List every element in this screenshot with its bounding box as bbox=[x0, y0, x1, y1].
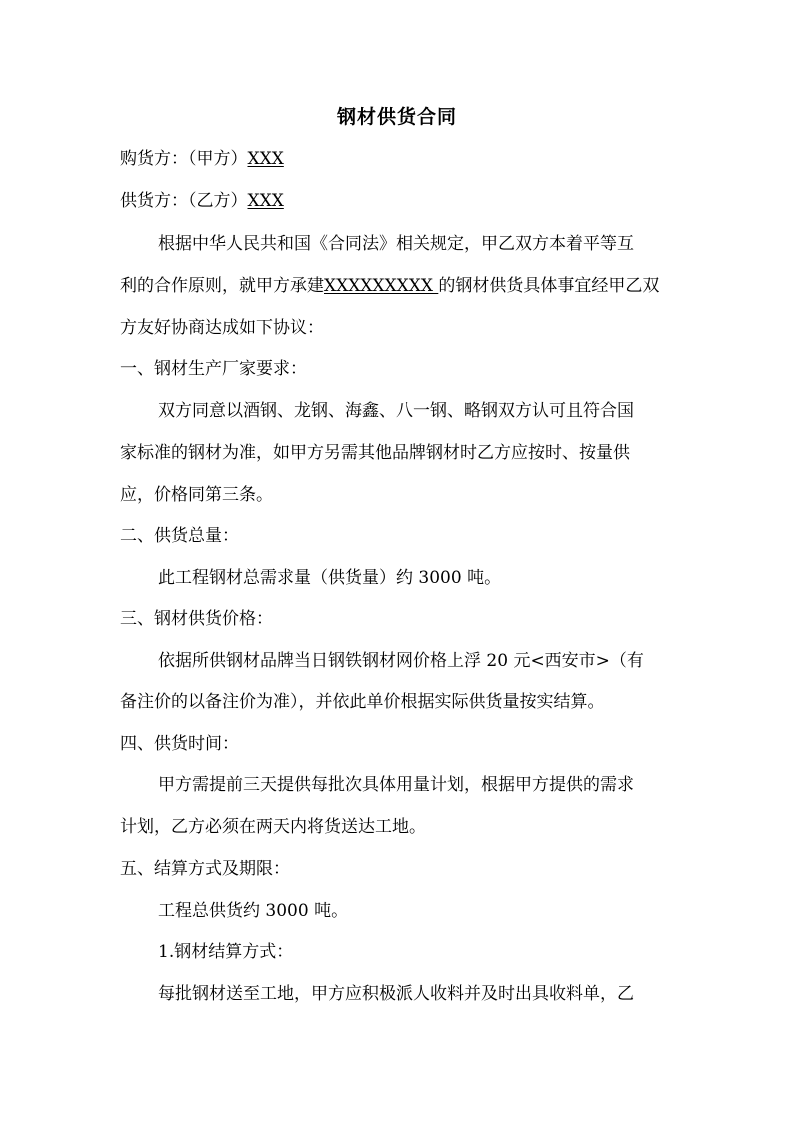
section-3-line-2: 备注价的以备注价为准），并依此单价根据实际供货量按实结算。 bbox=[120, 692, 605, 712]
intro-line-3: 方友好协商达成如下协议： bbox=[120, 318, 324, 338]
section-5-line-1: 工程总供货约 3000 吨。 bbox=[158, 901, 349, 921]
section-5-line-2: 每批钢材送至工地，甲方应积极派人收料并及时出具收料单，乙 bbox=[158, 984, 634, 1004]
section-2-heading: 二、供货总量： bbox=[120, 526, 239, 546]
section-2-line-1: 此工程钢材总需求量（供货量）约 3000 吨。 bbox=[158, 568, 502, 588]
buyer-value: XXX bbox=[247, 149, 284, 169]
buyer-label: 购货方：（甲方） bbox=[120, 149, 248, 169]
intro-line-2-before: 利的合作原则，就甲方承建 bbox=[120, 276, 324, 296]
section-1-line-1: 双方同意以酒钢、龙钢、海鑫、八一钢、略钢双方认可且符合国 bbox=[158, 401, 634, 421]
section-1-heading: 一、钢材生产厂家要求： bbox=[120, 359, 307, 379]
supplier-label: 供货方：（乙方） bbox=[120, 191, 248, 211]
intro-line-1: 根据中华人民共和国《合同法》相关规定，甲乙双方本着平等互 bbox=[158, 234, 634, 254]
project-name: XXXXXXXXX bbox=[324, 276, 439, 296]
section-4-line-1: 甲方需提前三天提供每批次具体用量计划，根据甲方提供的需求 bbox=[158, 775, 634, 795]
section-3-line-1: 依据所供钢材品牌当日钢铁钢材网价格上浮 20 元<西安市>（有 bbox=[158, 651, 644, 671]
section-4-line-2: 计划，乙方必须在两天内将货送达工地。 bbox=[120, 817, 426, 837]
supplier-line bbox=[120, 189, 680, 213]
intro-line-2 bbox=[120, 274, 680, 298]
section-1-line-2: 家标准的钢材为准，如甲方另需其他品牌钢材时乙方应按时、按量供 bbox=[120, 443, 630, 463]
section-3-heading: 三、钢材供货价格： bbox=[120, 609, 273, 629]
section-1-line-3: 应，价格同第三条。 bbox=[120, 485, 273, 505]
document-title: 钢材供货合同 bbox=[336, 106, 457, 128]
intro-line-2-after: 的钢材供货具体事宜经甲乙双 bbox=[438, 276, 660, 296]
section-5-subheading-1: 1.钢材结算方式： bbox=[158, 942, 294, 962]
supplier-value: XXX bbox=[247, 191, 284, 211]
section-4-heading: 四、供货时间： bbox=[120, 734, 239, 754]
section-5-heading: 五、结算方式及期限： bbox=[120, 859, 290, 879]
buyer-line bbox=[120, 147, 680, 171]
